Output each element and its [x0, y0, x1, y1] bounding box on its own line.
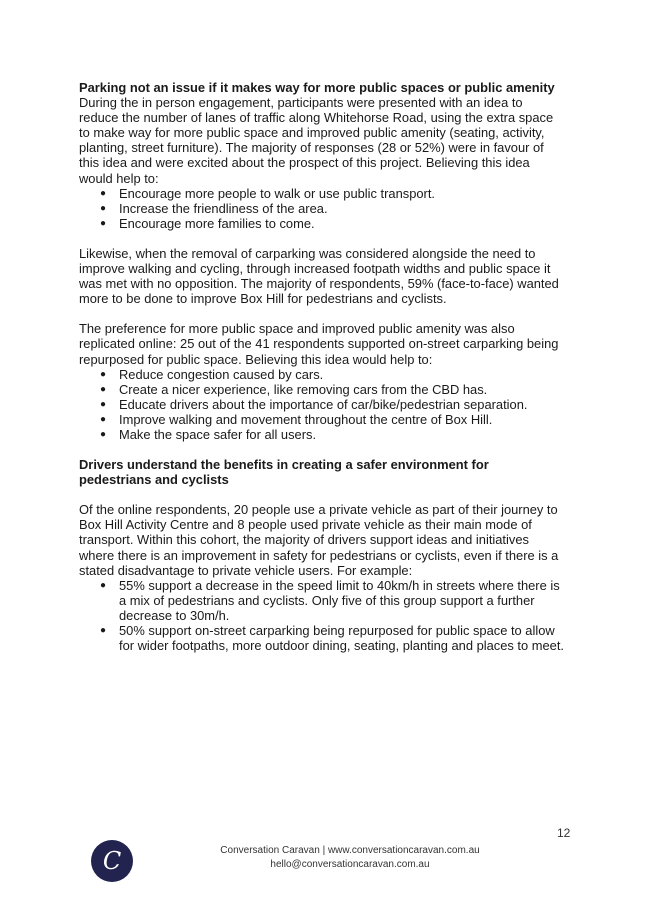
paragraph: Of the online respondents, 20 people use a private vehicle as part of their journey to Box Hill Activity Centre and 8 people used private vehicle as their main mode of transport. Within this cohort, the majority of drivers support ideas and initiatives where there is an improvement in safety for pedestrians or cyclists, even if there is a stated disadvantage to private vehicle users. For example:	[79, 502, 559, 578]
list-item: ● Make the space safer for all users.	[79, 427, 579, 442]
page-number: 12	[557, 826, 571, 840]
paragraph: During the in person engagement, participants were presented with an idea to reduce the number of lanes of traffic along Whitehorse Road, using the extra space to make way for more public space and improved public amenity (seating, activity, planting, street furniture). The majority of responses (28 or 52%) were in favour of this idea and were excited about the prospect of this project. Believing this idea would help to:	[79, 95, 554, 186]
footer-contact	[200, 844, 500, 872]
bullet-list	[79, 578, 579, 653]
list-item: ● Educate drivers about the importance of car/bike/pedestrian separation.	[79, 397, 579, 412]
list-item: ● Improve walking and movement throughout the centre of Box Hill.	[79, 412, 579, 427]
conversation-caravan-logo	[91, 840, 133, 882]
paragraph: Likewise, when the removal of carparking was considered alongside the need to improve walking and cycling, through increased footpath widths and public space it was met with no opposition. The majority of respondents, 59% (face-to-face) wanted more to be done to improve Box Hill for pedestrians and cyclists.	[79, 245, 559, 307]
list-item: ● 55% support a decrease in the speed limit to 40km/h in streets where there is a mix of pedestrians and cyclists. Only five of this group support a further decrease to 30m/h.	[79, 578, 579, 623]
list-item: ● 50% support on-street carparking being repurposed for public space to allow for wider footpaths, more outdoor dining, seating, planting and places to meet.	[79, 623, 579, 653]
document-body	[79, 80, 579, 653]
logo-letter: C	[102, 847, 122, 875]
bullet-list	[79, 367, 579, 442]
list-item: ● Encourage more people to walk or use public transport.	[79, 186, 579, 201]
list-item: ● Encourage more families to come.	[79, 216, 579, 231]
paragraph: The preference for more public space and improved public amenity was also replicated online: 25 out of the 41 respondents supported on-street carparking being repurposed for public space. Believing this idea would help to:	[79, 321, 559, 367]
list-item: ● Create a nicer experience, like removing cars from the CBD has.	[79, 382, 579, 397]
list-item: ● Reduce congestion caused by cars.	[79, 367, 579, 382]
section-heading: Drivers understand the benefits in creating a safer environment for pedestrians and cyclists	[79, 457, 489, 488]
bullet-list	[79, 186, 579, 231]
footer-website-line: Conversation Caravan | www.conversationcaravan.com.au	[220, 845, 480, 856]
page-footer	[0, 826, 653, 910]
list-item: ● Increase the friendliness of the area.	[79, 201, 579, 216]
section-heading: Parking not an issue if it makes way for more public spaces or public amenity	[79, 80, 555, 95]
footer-email-line: hello@conversationcaravan.com.au	[270, 859, 430, 870]
